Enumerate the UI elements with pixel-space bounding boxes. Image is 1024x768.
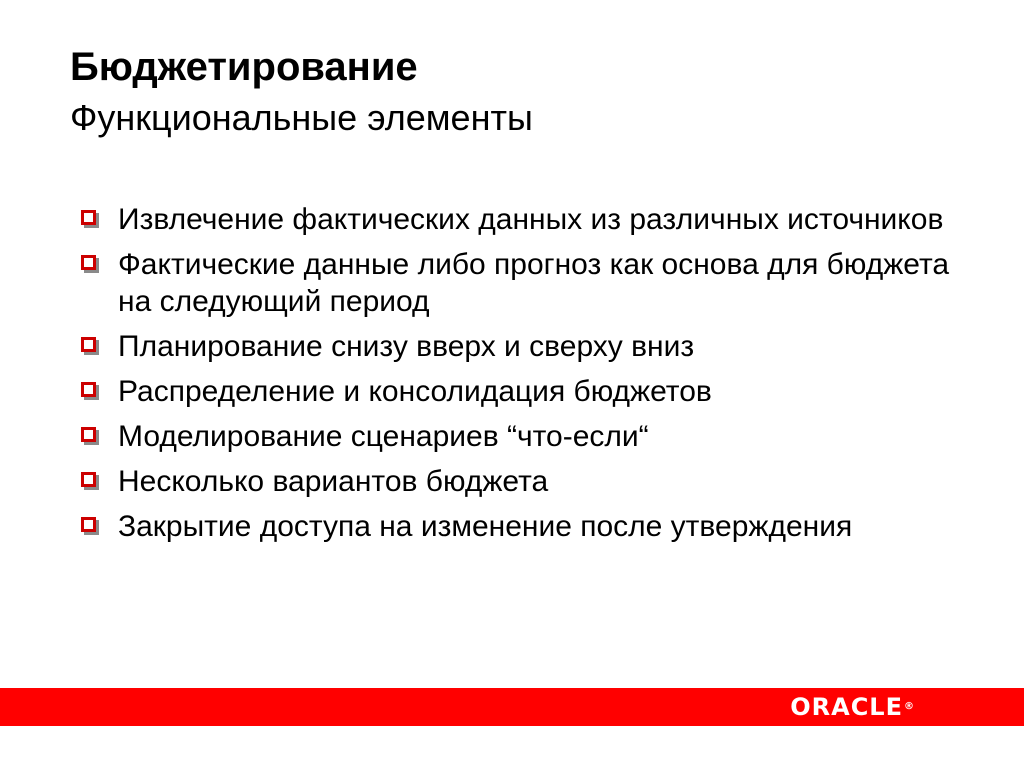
bullet-item	[78, 328, 958, 365]
square-bullet-icon	[81, 382, 96, 397]
square-bullet-icon	[81, 517, 96, 532]
bullet-text: Фактические данные либо прогноз как основа для бюджета на следующий период	[118, 248, 950, 318]
oracle-logo	[790, 693, 914, 721]
registered-mark: ®	[904, 701, 914, 712]
oracle-logo-text: ORACLE	[790, 693, 903, 721]
square-bullet-icon	[81, 337, 96, 352]
square-bullet-icon	[81, 427, 96, 442]
bullet-text: Планирование снизу вверх и сверху вниз	[118, 330, 695, 363]
bullet-text: Моделирование сценариев “что-если“	[118, 420, 649, 453]
square-bullet-icon	[81, 210, 96, 225]
bullet-item	[78, 373, 958, 410]
bullet-item	[78, 418, 958, 455]
bullet-item	[78, 246, 958, 320]
bullet-item	[78, 463, 958, 500]
bullet-text: Закрытие доступа на изменение после утверждения	[118, 510, 853, 543]
square-bullet-icon	[81, 255, 96, 270]
footer-bar	[0, 688, 1024, 726]
bullet-text: Распределение и консолидация бюджетов	[118, 375, 712, 408]
bullet-item	[78, 201, 958, 238]
bullet-text: Извлечение фактических данных из различных источников	[118, 203, 944, 236]
bullet-item	[78, 508, 958, 545]
slide-subtitle: Функциональные элементы	[70, 97, 533, 138]
square-bullet-icon	[81, 472, 96, 487]
bullet-list	[78, 201, 958, 553]
bullet-text: Несколько вариантов бюджета	[118, 465, 549, 498]
slide-title: Бюджетирование	[70, 45, 418, 89]
